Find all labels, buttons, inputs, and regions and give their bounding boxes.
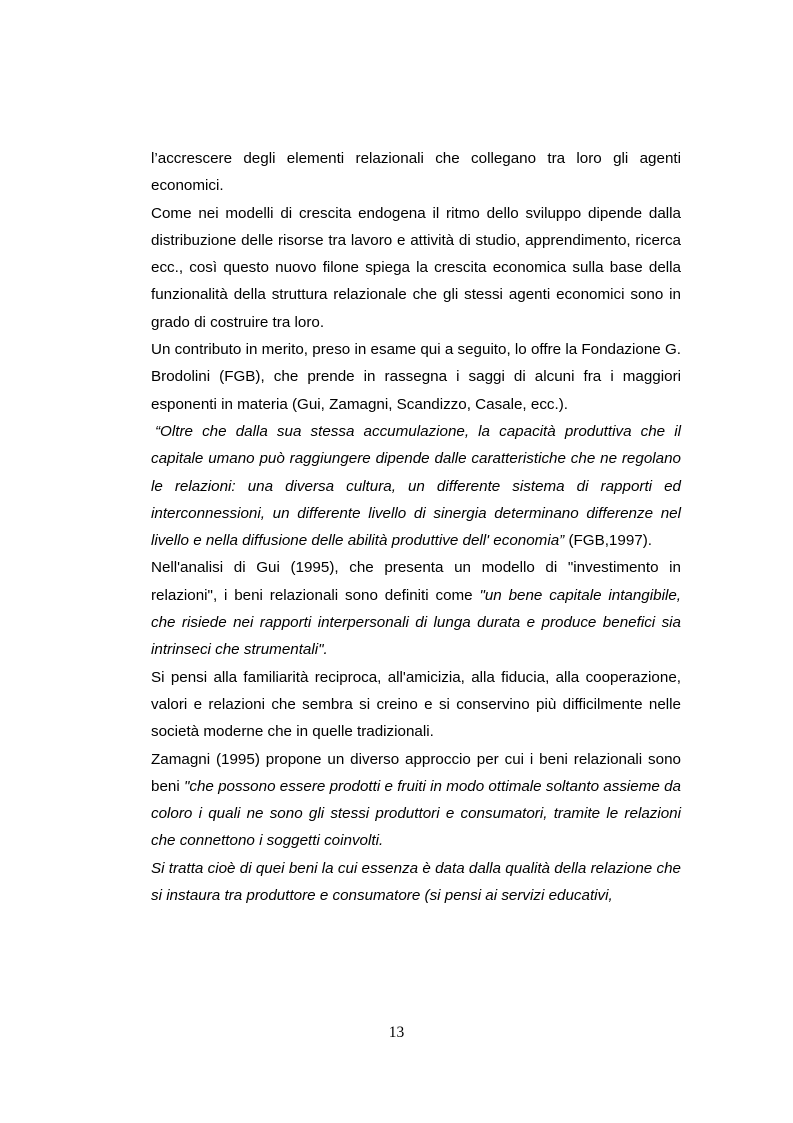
fgb-citation: (FGB,1997). <box>564 532 652 550</box>
zamagni-quote-text: "che possono essere prodotti e fruiti in modo ottimale soltanto assieme da coloro i quali ne sono gli stessi produttori e consumatori, tramite le relazioni che connettono i soggetti coinvolti. <box>151 777 681 850</box>
fgb-quote-text: “Oltre che dalla sua stessa accumulazione, la capacità produttiva che il capitale umano può raggiungere dipende dalle caratteristiche che ne regolano le relazioni: una diversa cultura, un differente sistema di rapporti ed interconnessioni, un differente livello di sinergia determinano differenze nel livello e nella diffusione delle abilità produttive dell' economia” <box>151 422 681 550</box>
paragraph-zamagni <box>151 746 681 855</box>
paragraph-fgb-contributo: Un contributo in merito, preso in esame qui a seguito, lo offre la Fondazione G. Brodolini (FGB), che prende in rassegna i saggi di alcuni fra i maggiori esponenti in materia (Gui, Zamagni, Scandizzo, Casale, ecc.). <box>151 341 681 413</box>
paragraph-essenza <box>151 855 681 910</box>
page-body <box>151 145 681 909</box>
paragraph-crescita-endogena: Come nei modelli di crescita endogena il ritmo dello sviluppo dipende dalla distribuzione delle risorse tra lavoro e attività di studio, apprendimento, ricerca ecc., così questo nuovo filone spiega la crescita economica sulla base della funzionalità della struttura relazionale che gli stessi agenti economici sono in grado di costruire tra loro. <box>151 204 681 331</box>
gui-intro-text: Nell'analisi di Gui (1995), che presenta un modello di "investimento in relazioni", i beni relazionali sono definiti come <box>151 559 681 604</box>
paragraph-fgb-quote <box>151 418 681 554</box>
zamagni-intro-text: Zamagni (1995) propone un diverso approccio per cui i beni relazionali sono beni <box>151 750 681 795</box>
gui-quote-text: "un bene capitale intangibile, che risiede nei rapporti interpersonali di lunga durata e produce benefici sia intrinseci che strumentali". <box>151 586 681 659</box>
paragraph-accrescere: l’accrescere degli elementi relazionali che collegano tra loro gli agenti economici. <box>151 150 681 195</box>
page-number: 13 <box>388 1024 405 1041</box>
paragraph-familiarita: Si pensi alla familiarità reciproca, all'amicizia, alla fiducia, alla cooperazione, valori e relazioni che sembra si creino e si conservino più difficilmente nelle società moderne che in quelle tradizionali. <box>151 668 681 741</box>
essenza-quote-text: Si tratta cioè di quei beni la cui essenza è data dalla qualità della relazione che si instaura tra produttore e consumatore (si pensi ai servizi educativi, <box>151 859 681 905</box>
paragraph-gui <box>151 554 681 663</box>
